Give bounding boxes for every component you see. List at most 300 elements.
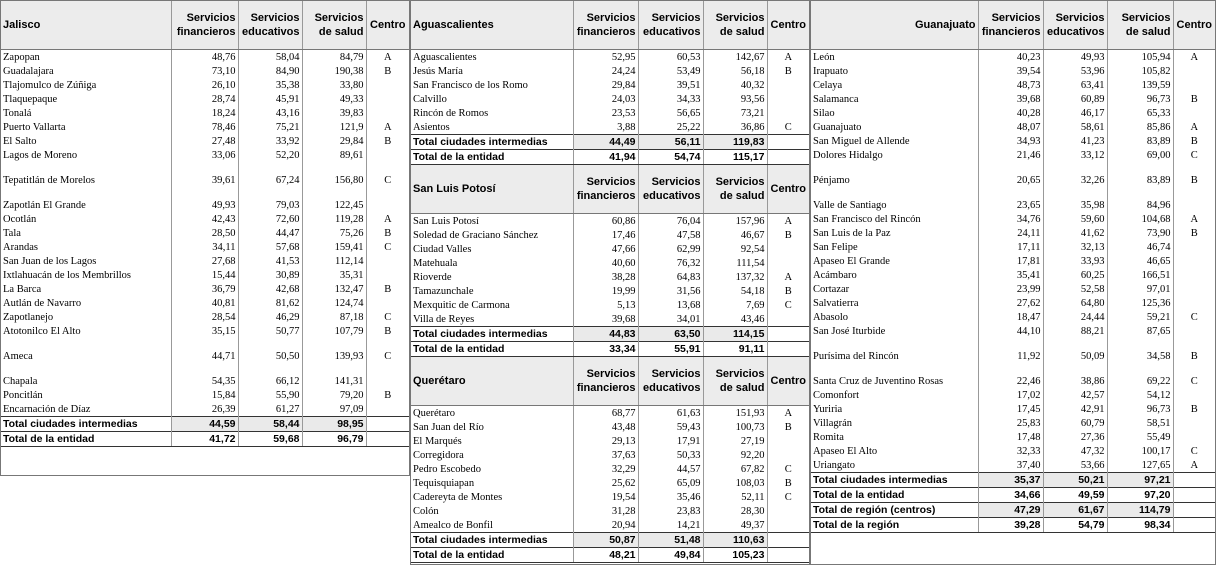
servicios-salud-value: 96,73 bbox=[1107, 402, 1173, 416]
table-row bbox=[811, 458, 1215, 473]
servicios-educativos-value: 61,63 bbox=[638, 406, 703, 421]
total-servicios-salud: 97,20 bbox=[1107, 488, 1173, 503]
servicios-educativos-value: 84,90 bbox=[238, 64, 302, 78]
servicios-educativos-value: 32,13 bbox=[1043, 240, 1107, 254]
table-row bbox=[811, 134, 1215, 148]
servicios-educativos-value: 57,68 bbox=[238, 240, 302, 254]
servicios-financieros-value: 23,99 bbox=[978, 282, 1043, 296]
total-servicios-educativos: 58,44 bbox=[238, 417, 302, 432]
table-row bbox=[1, 92, 409, 106]
city-name: Abasolo bbox=[813, 311, 848, 323]
servicios-salud-value: 127,65 bbox=[1107, 458, 1173, 473]
header-servicios-salud: Servicios de salud bbox=[703, 165, 767, 214]
servicios-educativos-value: 60,53 bbox=[638, 50, 703, 65]
servicios-financieros-value: 26,10 bbox=[171, 78, 238, 92]
centro-value: C bbox=[1173, 310, 1215, 324]
table-row bbox=[1, 338, 409, 374]
centro-value bbox=[1173, 106, 1215, 120]
servicios-salud-value: 122,45 bbox=[302, 198, 366, 212]
servicios-educativos-value: 50,77 bbox=[238, 324, 302, 338]
city-name: Cortazar bbox=[813, 283, 850, 295]
centro-value: A bbox=[767, 406, 809, 421]
total-servicios-educativos: 56,11 bbox=[638, 135, 703, 150]
centro-value: B bbox=[767, 64, 809, 78]
servicios-financieros-value: 26,39 bbox=[171, 402, 238, 417]
table-row bbox=[411, 298, 809, 312]
centro-value bbox=[1173, 324, 1215, 338]
servicios-salud-value: 107,79 bbox=[302, 324, 366, 338]
centro-value: C bbox=[767, 298, 809, 312]
total-servicios-salud: 115,17 bbox=[703, 150, 767, 165]
city-name: Chapala bbox=[3, 375, 38, 387]
servicios-educativos-value: 23,83 bbox=[638, 504, 703, 518]
servicios-financieros-value: 35,15 bbox=[171, 324, 238, 338]
city-name: Apaseo El Grande bbox=[813, 255, 890, 267]
header-servicios-educativos: Servicios educativos bbox=[638, 1, 703, 50]
total-row bbox=[411, 533, 809, 548]
servicios-financieros-value: 29,84 bbox=[573, 78, 638, 92]
servicios-salud-value: 83,89 bbox=[1107, 134, 1173, 148]
table-row bbox=[411, 312, 809, 327]
header-servicios-salud: Servicios de salud bbox=[1107, 1, 1173, 50]
table-row bbox=[1, 50, 409, 65]
table-row bbox=[411, 518, 809, 533]
city-name: Romita bbox=[813, 431, 844, 443]
total-centro-empty bbox=[366, 432, 409, 447]
servicios-financieros-value: 36,79 bbox=[171, 282, 238, 296]
city-name: Uriangato bbox=[813, 459, 855, 471]
servicios-educativos-value: 50,09 bbox=[1043, 338, 1107, 374]
table-row bbox=[1, 212, 409, 226]
city-name: Santa Cruz de Juventino Rosas bbox=[813, 375, 944, 387]
servicios-salud-value: 100,73 bbox=[703, 420, 767, 434]
city-name: Ciudad Valles bbox=[413, 243, 472, 255]
table-row bbox=[411, 214, 809, 229]
total-label: Total ciudades intermedias bbox=[811, 473, 978, 488]
servicios-educativos-value: 53,96 bbox=[1043, 64, 1107, 78]
centro-value bbox=[767, 448, 809, 462]
table-row bbox=[811, 212, 1215, 226]
city-name: Poncitlán bbox=[3, 389, 43, 401]
guanajuato-table-panel bbox=[810, 0, 1216, 565]
servicios-salud-value: 75,26 bbox=[302, 226, 366, 240]
total-label: Total de la entidad bbox=[411, 548, 573, 563]
total-servicios-educativos: 54,79 bbox=[1043, 518, 1107, 533]
header-centro: Centro bbox=[767, 1, 809, 50]
servicios-salud-value: 125,36 bbox=[1107, 296, 1173, 310]
table-row bbox=[1, 134, 409, 148]
table-row bbox=[1, 226, 409, 240]
total-label: Total de la entidad bbox=[811, 488, 978, 503]
centro-value: A bbox=[767, 270, 809, 284]
table-header-row bbox=[411, 165, 809, 214]
servicios-financieros-value: 40,28 bbox=[978, 106, 1043, 120]
servicios-salud-value: 7,69 bbox=[703, 298, 767, 312]
servicios-salud-value: 49,33 bbox=[302, 92, 366, 106]
centro-value: B bbox=[366, 226, 409, 240]
servicios-educativos-value: 35,38 bbox=[238, 78, 302, 92]
total-servicios-salud: 110,63 bbox=[703, 533, 767, 548]
header-centro: Centro bbox=[767, 357, 809, 406]
centro-value bbox=[366, 268, 409, 282]
servicios-salud-value: 35,31 bbox=[302, 268, 366, 282]
entity-title: Querétaro bbox=[411, 357, 573, 406]
total-label: Total de la región bbox=[811, 518, 978, 533]
total-servicios-educativos: 49,59 bbox=[1043, 488, 1107, 503]
city-name: Acámbaro bbox=[813, 269, 857, 281]
servicios-financieros-value: 17,45 bbox=[978, 402, 1043, 416]
aguascalientes-table-panel bbox=[410, 0, 810, 565]
city-name: Irapuato bbox=[813, 65, 848, 77]
servicios-financieros-value: 31,28 bbox=[573, 504, 638, 518]
servicios-educativos-value: 24,44 bbox=[1043, 310, 1107, 324]
table-row bbox=[1, 162, 409, 198]
servicios-educativos-value: 30,89 bbox=[238, 268, 302, 282]
servicios-financieros-value: 44,71 bbox=[171, 338, 238, 374]
servicios-financieros-value: 32,29 bbox=[573, 462, 638, 476]
servicios-educativos-value: 53,49 bbox=[638, 64, 703, 78]
servicios-salud-value: 104,68 bbox=[1107, 212, 1173, 226]
total-servicios-educativos: 63,50 bbox=[638, 327, 703, 342]
centro-value bbox=[366, 254, 409, 268]
total-servicios-salud: 105,23 bbox=[703, 548, 767, 563]
total-servicios-financieros: 44,59 bbox=[171, 417, 238, 432]
city-name: Zapotlanejo bbox=[3, 311, 54, 323]
city-name: Cadereyta de Montes bbox=[413, 491, 503, 503]
servicios-educativos-value: 44,47 bbox=[238, 226, 302, 240]
total-row bbox=[411, 342, 809, 357]
servicios-salud-value: 119,28 bbox=[302, 212, 366, 226]
table-row bbox=[411, 284, 809, 298]
servicios-salud-value: 139,93 bbox=[302, 338, 366, 374]
servicios-salud-value: 43,46 bbox=[703, 312, 767, 327]
servicios-salud-value: 40,32 bbox=[703, 78, 767, 92]
city-name: Silao bbox=[813, 107, 835, 119]
city-name: Encarnación de Díaz bbox=[3, 403, 91, 415]
total-centro-empty bbox=[767, 327, 809, 342]
servicios-salud-value: 93,56 bbox=[703, 92, 767, 106]
total-servicios-salud: 98,95 bbox=[302, 417, 366, 432]
servicios-educativos-value: 66,12 bbox=[238, 374, 302, 388]
table-header-row bbox=[411, 1, 809, 50]
servicios-financieros-value: 20,65 bbox=[978, 162, 1043, 198]
header-servicios-salud: Servicios de salud bbox=[302, 1, 366, 50]
servicios-educativos-value: 58,04 bbox=[238, 50, 302, 65]
city-name: Salamanca bbox=[813, 93, 859, 105]
servicios-salud-value: 87,18 bbox=[302, 310, 366, 324]
servicios-financieros-value: 20,94 bbox=[573, 518, 638, 533]
centro-value: B bbox=[1173, 162, 1215, 198]
table-row bbox=[811, 416, 1215, 430]
servicios-educativos-value: 14,21 bbox=[638, 518, 703, 533]
centro-value: A bbox=[1173, 50, 1215, 65]
servicios-salud-value: 97,01 bbox=[1107, 282, 1173, 296]
total-label: Total de región (centros) bbox=[811, 503, 978, 518]
servicios-educativos-value: 59,60 bbox=[1043, 212, 1107, 226]
servicios-educativos-value: 34,33 bbox=[638, 92, 703, 106]
total-label: Total de la entidad bbox=[411, 150, 573, 165]
city-name: Pénjamo bbox=[813, 174, 850, 186]
servicios-salud-value: 157,96 bbox=[703, 214, 767, 229]
servicios-salud-value: 84,96 bbox=[1107, 198, 1173, 212]
header-servicios-educativos: Servicios educativos bbox=[638, 357, 703, 406]
table-row bbox=[811, 64, 1215, 78]
table-row bbox=[1, 268, 409, 282]
centro-value bbox=[767, 78, 809, 92]
table-row bbox=[1, 64, 409, 78]
servicios-financieros-value: 15,84 bbox=[171, 388, 238, 402]
servicios-financieros-value: 39,61 bbox=[171, 162, 238, 198]
total-servicios-financieros: 41,94 bbox=[573, 150, 638, 165]
centro-value bbox=[767, 256, 809, 270]
servicios-financieros-value: 37,40 bbox=[978, 458, 1043, 473]
servicios-salud-value: 67,82 bbox=[703, 462, 767, 476]
total-servicios-financieros: 47,29 bbox=[978, 503, 1043, 518]
city-name: Amealco de Bonfil bbox=[413, 519, 493, 531]
servicios-educativos-value: 62,99 bbox=[638, 242, 703, 256]
table-row bbox=[1, 120, 409, 134]
table-row bbox=[811, 92, 1215, 106]
centro-value: A bbox=[1173, 120, 1215, 134]
total-label: Total de la entidad bbox=[1, 432, 171, 447]
table-row bbox=[811, 120, 1215, 134]
city-name: León bbox=[813, 51, 835, 63]
servicios-educativos-value: 76,04 bbox=[638, 214, 703, 229]
city-name: Matehuala bbox=[413, 257, 458, 269]
centro-value: B bbox=[767, 228, 809, 242]
city-name: Yuriria bbox=[813, 403, 843, 415]
servicios-salud-value: 56,18 bbox=[703, 64, 767, 78]
table-row bbox=[811, 310, 1215, 324]
servicios-educativos-value: 25,22 bbox=[638, 120, 703, 135]
city-name: San Francisco del Rincón bbox=[813, 213, 921, 225]
total-centro-empty bbox=[1173, 488, 1215, 503]
table-row bbox=[411, 106, 809, 120]
total-centro-empty bbox=[1173, 518, 1215, 533]
servicios-educativos-value: 52,20 bbox=[238, 148, 302, 162]
servicios-educativos-value: 43,16 bbox=[238, 106, 302, 120]
total-servicios-financieros: 48,21 bbox=[573, 548, 638, 563]
total-centro-empty bbox=[1173, 503, 1215, 518]
city-name: Corregidora bbox=[413, 449, 464, 461]
total-centro-empty bbox=[767, 533, 809, 548]
servicios-financieros-value: 17,81 bbox=[978, 254, 1043, 268]
servicios-financieros-value: 39,68 bbox=[978, 92, 1043, 106]
servicios-educativos-value: 50,50 bbox=[238, 338, 302, 374]
table-row bbox=[1, 374, 409, 388]
centro-value bbox=[366, 198, 409, 212]
servicios-educativos-value: 42,91 bbox=[1043, 402, 1107, 416]
city-name: Jesús María bbox=[413, 65, 463, 77]
servicios-financieros-value: 22,46 bbox=[978, 374, 1043, 388]
centro-value: B bbox=[767, 476, 809, 490]
servicios-educativos-value: 88,21 bbox=[1043, 324, 1107, 338]
city-name: Apaseo El Alto bbox=[813, 445, 878, 457]
servicios-salud-value: 190,38 bbox=[302, 64, 366, 78]
servicios-educativos-value: 59,43 bbox=[638, 420, 703, 434]
table-row bbox=[1, 402, 409, 417]
table-row bbox=[411, 448, 809, 462]
servicios-financieros-value: 54,35 bbox=[171, 374, 238, 388]
header-servicios-financieros: Servicios financieros bbox=[573, 357, 638, 406]
servicios-educativos-value: 45,91 bbox=[238, 92, 302, 106]
city-name: Tequisquiapan bbox=[413, 477, 475, 489]
table-row bbox=[811, 374, 1215, 388]
servicios-salud-value: 139,59 bbox=[1107, 78, 1173, 92]
table-row bbox=[411, 50, 809, 65]
city-name: Ocotlán bbox=[3, 213, 37, 225]
city-name: Villagrán bbox=[813, 417, 853, 429]
table-row bbox=[1, 310, 409, 324]
servicios-financieros-value: 44,10 bbox=[978, 324, 1043, 338]
servicios-salud-value: 46,74 bbox=[1107, 240, 1173, 254]
servicios-salud-value: 89,61 bbox=[302, 148, 366, 162]
city-name: San Miguel de Allende bbox=[813, 135, 910, 147]
servicios-financieros-value: 25,83 bbox=[978, 416, 1043, 430]
centro-value: B bbox=[366, 64, 409, 78]
header-servicios-financieros: Servicios financieros bbox=[573, 1, 638, 50]
servicios-financieros-value: 17,46 bbox=[573, 228, 638, 242]
table-row bbox=[411, 242, 809, 256]
total-servicios-educativos: 51,48 bbox=[638, 533, 703, 548]
city-name: Querétaro bbox=[413, 407, 455, 419]
servicios-educativos-value: 32,26 bbox=[1043, 162, 1107, 198]
servicios-salud-value: 87,65 bbox=[1107, 324, 1173, 338]
table-row bbox=[811, 444, 1215, 458]
header-centro: Centro bbox=[366, 1, 409, 50]
servicios-financieros-value: 78,46 bbox=[171, 120, 238, 134]
servicios-educativos-value: 33,12 bbox=[1043, 148, 1107, 162]
total-label: Total ciudades intermedias bbox=[1, 417, 171, 432]
centro-value bbox=[767, 518, 809, 533]
servicios-educativos-value: 41,53 bbox=[238, 254, 302, 268]
total-servicios-financieros: 44,49 bbox=[573, 135, 638, 150]
city-name: Aguascalientes bbox=[413, 51, 477, 63]
total-servicios-financieros: 41,72 bbox=[171, 432, 238, 447]
servicios-educativos-value: 61,27 bbox=[238, 402, 302, 417]
total-centro-empty bbox=[767, 135, 809, 150]
servicios-educativos-value: 42,57 bbox=[1043, 388, 1107, 402]
city-name: Tamazunchale bbox=[413, 285, 474, 297]
total-row bbox=[811, 488, 1215, 503]
servicios-financieros-value: 27,62 bbox=[978, 296, 1043, 310]
servicios-educativos-value: 76,32 bbox=[638, 256, 703, 270]
table-row bbox=[811, 430, 1215, 444]
servicios-financieros-value: 23,53 bbox=[573, 106, 638, 120]
entity-title: Guanajuato bbox=[811, 1, 978, 50]
city-name: San José Iturbide bbox=[813, 325, 886, 337]
total-servicios-educativos: 50,21 bbox=[1043, 473, 1107, 488]
total-servicios-financieros: 34,66 bbox=[978, 488, 1043, 503]
total-label: Total ciudades intermedias bbox=[411, 327, 573, 342]
servicios-financieros-value: 21,46 bbox=[978, 148, 1043, 162]
servicios-educativos-value: 79,03 bbox=[238, 198, 302, 212]
centro-value: A bbox=[366, 212, 409, 226]
city-name: Mexquitic de Carmona bbox=[413, 299, 510, 311]
servicios-salud-value: 27,19 bbox=[703, 434, 767, 448]
total-servicios-salud: 98,34 bbox=[1107, 518, 1173, 533]
centro-value: A bbox=[366, 120, 409, 134]
centro-value: A bbox=[366, 50, 409, 65]
total-row bbox=[411, 327, 809, 342]
servicios-educativos-value: 31,56 bbox=[638, 284, 703, 298]
servicios-salud-value: 58,51 bbox=[1107, 416, 1173, 430]
servicios-salud-value: 137,32 bbox=[703, 270, 767, 284]
centro-value: B bbox=[1173, 338, 1215, 374]
servicios-financieros-value: 68,77 bbox=[573, 406, 638, 421]
city-name: Tala bbox=[3, 227, 21, 239]
servicios-educativos-value: 13,68 bbox=[638, 298, 703, 312]
servicios-financieros-value: 27,48 bbox=[171, 134, 238, 148]
centro-value bbox=[1173, 268, 1215, 282]
servicios-educativos-value: 42,68 bbox=[238, 282, 302, 296]
guanajuato-table bbox=[811, 1, 1215, 533]
servicios-educativos-value: 56,65 bbox=[638, 106, 703, 120]
centro-value bbox=[1173, 416, 1215, 430]
table-row bbox=[1, 240, 409, 254]
servicios-financieros-value: 25,62 bbox=[573, 476, 638, 490]
centro-value bbox=[366, 106, 409, 120]
servicios-financieros-value: 42,43 bbox=[171, 212, 238, 226]
city-name: San Luis de la Paz bbox=[813, 227, 891, 239]
total-row bbox=[811, 518, 1215, 533]
centro-value: C bbox=[366, 310, 409, 324]
servicios-salud-value: 46,67 bbox=[703, 228, 767, 242]
total-servicios-financieros: 50,87 bbox=[573, 533, 638, 548]
servicios-salud-value: 166,51 bbox=[1107, 268, 1173, 282]
centro-value bbox=[366, 374, 409, 388]
centro-value bbox=[366, 78, 409, 92]
centro-value: A bbox=[767, 50, 809, 65]
servicios-salud-value: 156,80 bbox=[302, 162, 366, 198]
servicios-educativos-value: 60,79 bbox=[1043, 416, 1107, 430]
city-name: San Luis Potosí bbox=[413, 215, 479, 227]
servicios-financieros-value: 52,95 bbox=[573, 50, 638, 65]
table-row bbox=[1, 148, 409, 162]
table-row bbox=[811, 240, 1215, 254]
servicios-financieros-value: 48,07 bbox=[978, 120, 1043, 134]
city-name: El Marqués bbox=[413, 435, 462, 447]
servicios-salud-value: 65,33 bbox=[1107, 106, 1173, 120]
servicios-financieros-value: 60,86 bbox=[573, 214, 638, 229]
servicios-financieros-value: 5,13 bbox=[573, 298, 638, 312]
city-name: Salvatierra bbox=[813, 297, 859, 309]
servicios-financieros-value: 17,02 bbox=[978, 388, 1043, 402]
servicios-salud-value: 105,94 bbox=[1107, 50, 1173, 65]
servicios-salud-value: 34,58 bbox=[1107, 338, 1173, 374]
servicios-educativos-value: 35,98 bbox=[1043, 198, 1107, 212]
servicios-salud-value: 92,54 bbox=[703, 242, 767, 256]
centro-value: C bbox=[366, 240, 409, 254]
servicios-salud-value: 124,74 bbox=[302, 296, 366, 310]
total-row bbox=[1, 432, 409, 447]
city-name: Tlaquepaque bbox=[3, 93, 58, 105]
table-row bbox=[811, 282, 1215, 296]
centro-value: C bbox=[1173, 148, 1215, 162]
servicios-financieros-value: 24,03 bbox=[573, 92, 638, 106]
total-row bbox=[811, 473, 1215, 488]
servicios-financieros-value: 73,10 bbox=[171, 64, 238, 78]
servicios-salud-value: 108,03 bbox=[703, 476, 767, 490]
city-name: Rincón de Romos bbox=[413, 107, 489, 119]
city-name: Zapopan bbox=[3, 51, 40, 63]
city-name: Lagos de Moreno bbox=[3, 149, 78, 161]
total-servicios-salud: 96,79 bbox=[302, 432, 366, 447]
table-row bbox=[811, 388, 1215, 402]
table-row bbox=[1, 106, 409, 120]
servicios-salud-value: 39,83 bbox=[302, 106, 366, 120]
total-servicios-financieros: 44,83 bbox=[573, 327, 638, 342]
